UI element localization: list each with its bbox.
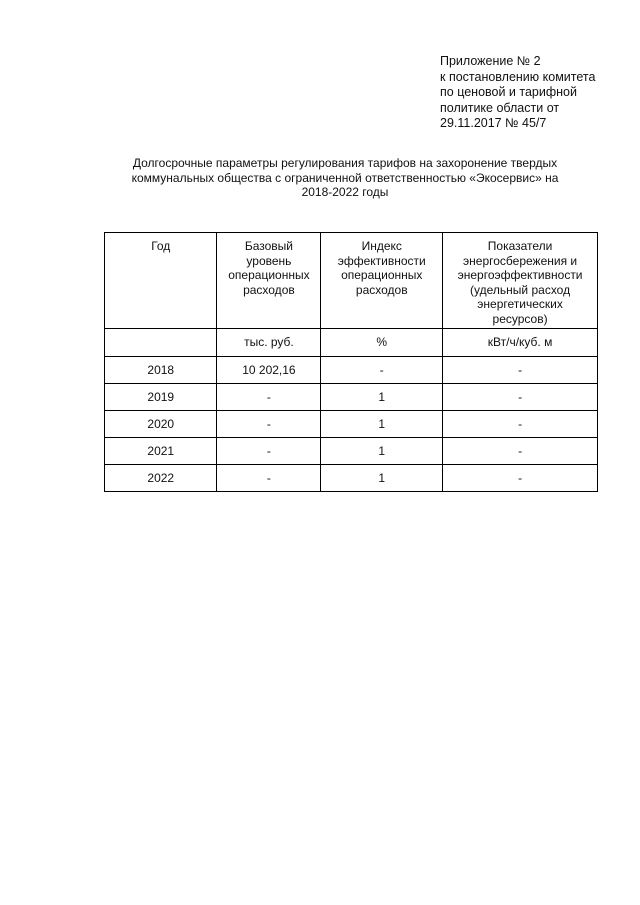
table-row	[105, 411, 598, 438]
energy-indicator-cell: -	[443, 411, 598, 438]
header-efficiency-index: Индекс эффективности операционных расходов	[321, 233, 443, 329]
unit-cell: кВт/ч/куб. м	[443, 329, 598, 357]
energy-indicator-cell: -	[443, 357, 598, 384]
table-row	[105, 465, 598, 492]
header-base-opex: Базовый уровень операционных расходов	[217, 233, 321, 329]
year-cell: 2021	[105, 438, 217, 465]
title-line: 2018-2022 годы	[301, 185, 389, 199]
header-energy-indicators: Показатели энергосбережения и энергоэффективности (удельный расход энергетических ресурсов)	[443, 233, 598, 329]
appendix-line: Приложение № 2	[440, 54, 541, 68]
base-opex-cell: 10 202,16	[217, 357, 321, 384]
energy-indicator-cell: -	[443, 384, 598, 411]
base-opex-cell: -	[217, 384, 321, 411]
year-cell: 2022	[105, 465, 217, 492]
year-cell: 2019	[105, 384, 217, 411]
energy-indicator-cell: -	[443, 465, 598, 492]
unit-cell	[105, 329, 217, 357]
appendix-reference	[440, 54, 625, 132]
appendix-line: по ценовой и тарифной	[440, 85, 577, 99]
appendix-line: политике области от	[440, 100, 560, 115]
base-opex-cell: -	[217, 438, 321, 465]
unit-cell: %	[321, 329, 443, 357]
year-cell: 2020	[105, 411, 217, 438]
title-line: коммунальных общества с ограниченной ответственностью «Экосервис» на	[131, 170, 559, 185]
parameters-table	[104, 232, 598, 492]
table-row	[105, 384, 598, 411]
appendix-line: к постановлению комитета	[440, 69, 596, 84]
efficiency-index-cell: 1	[321, 438, 443, 465]
base-opex-cell: -	[217, 411, 321, 438]
header-year: Год	[105, 233, 217, 329]
unit-cell: тыс. руб.	[217, 329, 321, 357]
document-title	[80, 156, 610, 200]
appendix-line: 29.11.2017 № 45/7	[440, 116, 547, 130]
efficiency-index-cell: -	[321, 357, 443, 384]
table-row	[105, 438, 598, 465]
year-cell: 2018	[105, 357, 217, 384]
efficiency-index-cell: 1	[321, 411, 443, 438]
base-opex-cell: -	[217, 465, 321, 492]
table-header-row	[105, 233, 598, 329]
energy-indicator-cell: -	[443, 438, 598, 465]
title-line: Долгосрочные параметры регулирования тарифов на захоронение твердых	[132, 156, 558, 170]
table-row	[105, 357, 598, 384]
efficiency-index-cell: 1	[321, 384, 443, 411]
efficiency-index-cell: 1	[321, 465, 443, 492]
table-units-row	[105, 329, 598, 357]
